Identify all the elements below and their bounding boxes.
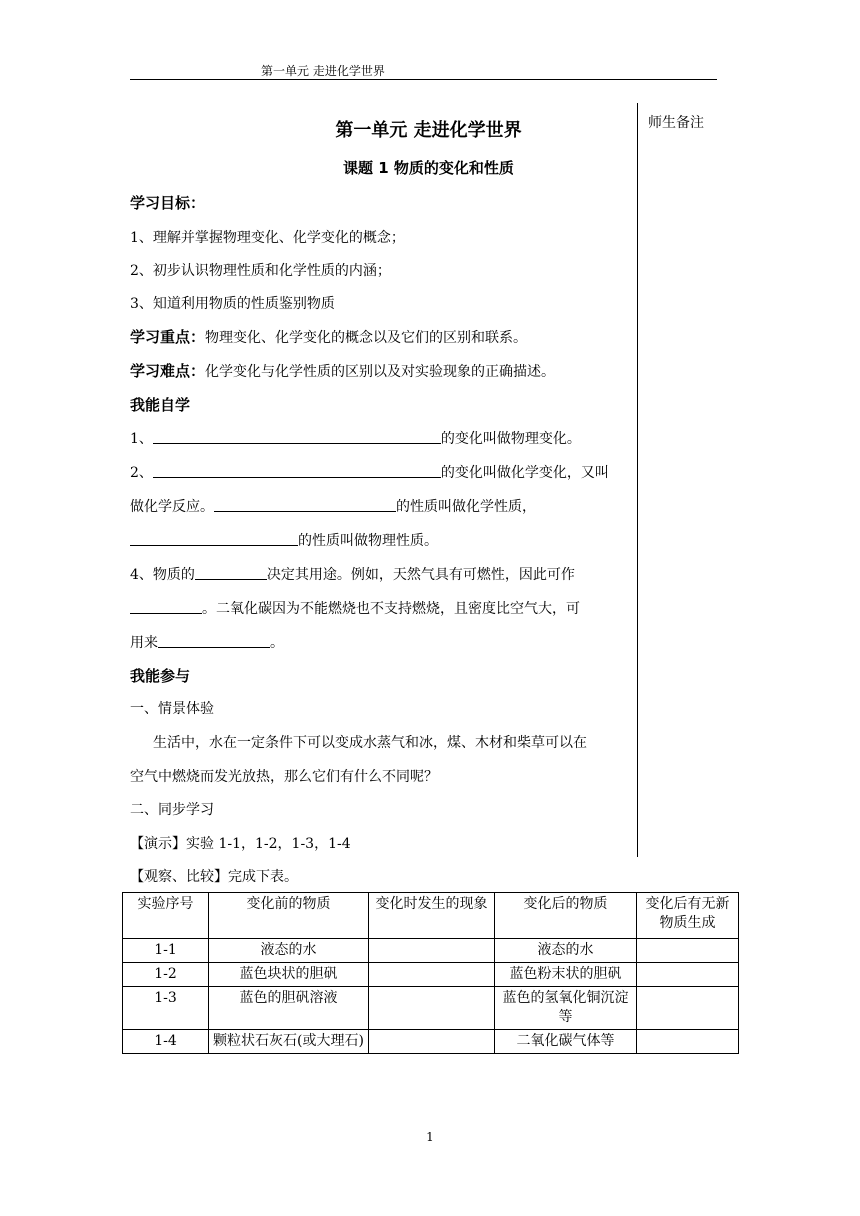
self-study-q3 (130, 530, 438, 550)
q4-blank-use[interactable] (158, 633, 270, 648)
self-study-q2 (130, 462, 609, 482)
self-study-heading: 我能自学 (130, 396, 191, 414)
cell-experiment-no: 1-2 (123, 963, 209, 987)
header-after-substance: 变化后的物质 (495, 893, 637, 939)
cell-before-substance: 蓝色的胆矾溶液 (209, 987, 369, 1030)
q4-line3-suffix: 。 (270, 635, 284, 651)
cell-phenomenon[interactable] (369, 987, 495, 1030)
difficulties (130, 360, 555, 381)
sync-study-title: 二、同步学习 (130, 802, 214, 818)
table-row (123, 1030, 739, 1054)
self-study-q1 (130, 428, 581, 448)
table-row (123, 963, 739, 987)
cell-before-substance: 蓝色块状的胆矾 (209, 963, 369, 987)
q4-text: 决定其用途。例如，天然气具有可燃性，因此可作 (266, 567, 575, 583)
cell-experiment-no: 1-3 (123, 987, 209, 1030)
cell-phenomenon[interactable] (369, 1030, 495, 1054)
cell-experiment-no: 1-4 (123, 1030, 209, 1054)
q4-blank-property[interactable] (195, 565, 267, 580)
q4-blank-fuel[interactable] (130, 599, 202, 614)
q1-blank[interactable] (153, 429, 441, 444)
cell-new-substance[interactable] (637, 963, 739, 987)
objective-item-1: 1、理解并掌握物理变化、化学变化的概念； (130, 230, 405, 246)
cell-new-substance[interactable] (637, 939, 739, 963)
objective-item-3: 3、知道利用物质的性质鉴别物质 (130, 296, 335, 312)
q1-text: 的变化叫做物理变化。 (440, 431, 581, 447)
difficulties-label: 学习难点： (130, 362, 206, 380)
q1-number: 1、 (130, 431, 153, 447)
self-study-q4-line3 (130, 632, 284, 652)
q2-blank[interactable] (153, 463, 441, 478)
page-number: 1 (426, 1130, 434, 1144)
table-row (123, 939, 739, 963)
chemical-property-blank[interactable] (214, 497, 396, 512)
q2-text: 的变化叫做化学变化，又叫 (440, 465, 609, 481)
table-row (123, 987, 739, 1030)
self-study-q4-line2 (130, 598, 580, 618)
cell-after-substance: 蓝色粉末状的胆矾 (495, 963, 637, 987)
cell-after-substance: 二氧化碳气体等 (495, 1030, 637, 1054)
q4-line2-text: 。二氧化碳因为不能燃烧也不支持燃烧，且密度比空气大，可 (202, 601, 580, 617)
notes-column-label: 师生备注 (648, 115, 704, 131)
key-points-label: 学习重点： (130, 328, 206, 346)
table-header-row (123, 893, 739, 939)
q4-line3-prefix: 用来 (130, 635, 158, 651)
cell-new-substance[interactable] (637, 987, 739, 1030)
unit-title: 第一单元 走进化学世界 (335, 120, 522, 141)
difficulties-text: 化学变化与化学性质的区别以及对实验现象的正确描述。 (205, 364, 556, 380)
participate-heading: 我能参与 (130, 667, 191, 685)
q4-prefix: 4、物质的 (130, 567, 195, 583)
self-study-q4 (130, 564, 575, 584)
key-points (130, 326, 527, 347)
column-divider (637, 103, 638, 857)
cell-phenomenon[interactable] (369, 939, 495, 963)
cell-phenomenon[interactable] (369, 963, 495, 987)
observe-line: 【观察、比较】完成下表。 (130, 869, 298, 885)
experiment-table (122, 892, 739, 1054)
header-before-substance: 变化前的物质 (209, 893, 369, 939)
cell-after-substance: 蓝色的氢氧化铜沉淀等 (495, 987, 637, 1030)
key-points-text: 物理变化、化学变化的概念以及它们的区别和联系。 (205, 330, 528, 346)
q3-text: 的性质叫做物理性质。 (298, 533, 438, 549)
lesson-title: 课题 1 物质的变化和性质 (343, 159, 514, 177)
q2-line2-suffix: 的性质叫做化学性质， (396, 499, 536, 515)
cell-after-substance: 液态的水 (495, 939, 637, 963)
header-rule (130, 79, 717, 80)
q2-line2-text: 做化学反应。 (130, 499, 214, 515)
cell-experiment-no: 1-1 (123, 939, 209, 963)
cell-before-substance: 颗粒状石灰石(或大理石) (209, 1030, 369, 1054)
q2-number: 2、 (130, 465, 153, 481)
header-new-substance: 变化后有无新物质生成 (637, 893, 739, 939)
objective-item-2: 2、初步认识物理性质和化学性质的内涵； (130, 263, 391, 279)
self-study-q2-line2 (130, 496, 536, 516)
scenario-title: 一、情景体验 (130, 701, 214, 717)
objectives-heading: 学习目标： (130, 194, 206, 212)
demo-line: 【演示】实验 1-1，1-2，1-3，1-4 (130, 836, 351, 852)
scenario-line-1: 生活中，水在一定条件下可以变成水蒸气和冰，煤、木材和柴草可以在 (153, 735, 587, 751)
header-phenomenon: 变化时发生的现象 (369, 893, 495, 939)
header-experiment-no: 实验序号 (123, 893, 209, 939)
physical-property-blank[interactable] (130, 531, 298, 546)
running-header: 第一单元 走进化学世界 (261, 64, 385, 78)
scenario-line-2: 空气中燃烧而发光放热，那么它们有什么不同呢？ (130, 769, 438, 785)
cell-new-substance[interactable] (637, 1030, 739, 1054)
cell-before-substance: 液态的水 (209, 939, 369, 963)
